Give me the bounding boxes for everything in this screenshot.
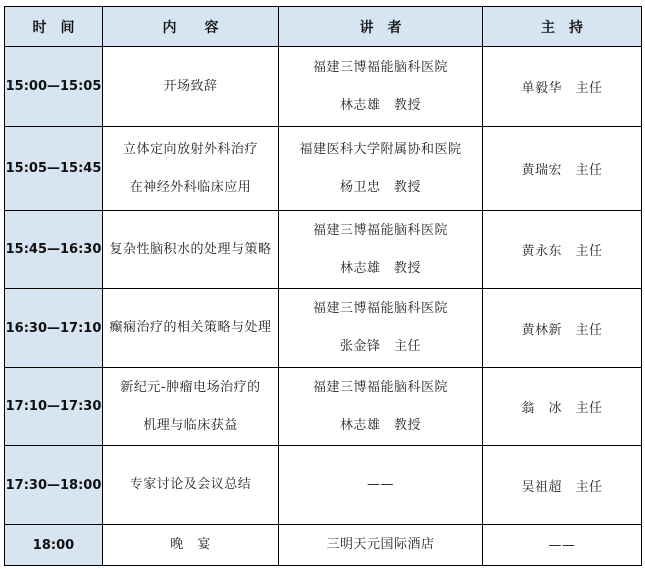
session-content: [103, 368, 279, 446]
table-row: [5, 289, 642, 368]
session-speaker: [279, 525, 483, 566]
speaker-placeholder: ——: [367, 477, 394, 492]
session-host: 黄瑞宏 主任: [483, 127, 642, 211]
session-content-line: 癫痫治疗的相关策略与处理: [109, 320, 272, 335]
table-row: [5, 211, 642, 289]
venue-name: 三明天元国际酒店: [326, 537, 435, 552]
session-content: [103, 446, 279, 525]
speaker-institution: 福建三博福能脑科医院: [312, 59, 448, 75]
session-time: 17:30—18:00: [5, 446, 103, 525]
header-time: 时 间: [5, 7, 103, 47]
speaker-name: 林志雄 教授: [339, 260, 421, 276]
session-content-line: 开场致辞: [163, 78, 218, 94]
session-host: 翁 冰 主任: [483, 368, 642, 446]
session-time: 17:10—17:30: [5, 368, 103, 446]
speaker-name: 杨卫忠 教授: [339, 179, 421, 195]
schedule-table: [4, 6, 642, 566]
speaker-institution: 福建三博福能脑科医院: [312, 379, 448, 395]
schedule-table-wrapper: [4, 6, 642, 566]
session-time: 15:45—16:30: [5, 211, 103, 289]
speaker-name: 林志雄 教授: [339, 97, 421, 113]
session-speaker: [279, 368, 483, 446]
session-content-line: 复杂性脑积水的处理与策略: [109, 241, 272, 257]
session-content-line: 机理与临床获益: [143, 417, 238, 433]
session-content-line: 晚 宴: [170, 537, 211, 552]
speaker-name: 张金锋 主任: [339, 339, 421, 354]
session-time: 16:30—17:10: [5, 289, 103, 368]
session-content: [103, 289, 279, 368]
session-content-line: 新纪元-肿瘤电场治疗的: [120, 379, 261, 395]
table-row: [5, 127, 642, 211]
session-content: [103, 211, 279, 289]
table-row: [5, 525, 642, 566]
speaker-institution: 福建医科大学附属协和医院: [299, 141, 462, 157]
session-speaker: [279, 446, 483, 525]
session-content-line: 在神经外科临床应用: [129, 179, 252, 195]
session-content-line: 专家讨论及会议总结: [129, 477, 252, 492]
session-host: 单毅华 主任: [483, 47, 642, 127]
table-row: [5, 446, 642, 525]
session-host: 黄永东 主任: [483, 211, 642, 289]
header-speaker: 讲 者: [279, 7, 483, 47]
table-row: [5, 47, 642, 127]
session-time: 18:00: [5, 525, 103, 566]
session-host: 黄林新 主任: [483, 289, 642, 368]
session-host: 吴祖超 主任: [483, 446, 642, 525]
header-content: 内 容: [103, 7, 279, 47]
session-speaker: [279, 211, 483, 289]
session-speaker: [279, 47, 483, 127]
session-content: [103, 525, 279, 566]
speaker-institution: 福建三博福能脑科医院: [312, 301, 448, 316]
session-content: [103, 47, 279, 127]
session-time: 15:00—15:05: [5, 47, 103, 127]
speaker-institution: 福建三博福能脑科医院: [312, 222, 448, 238]
header-host: 主 持: [483, 7, 642, 47]
table-row: [5, 368, 642, 446]
session-content: [103, 127, 279, 211]
session-time: 15:05—15:45: [5, 127, 103, 211]
session-content-line: 立体定向放射外科治疗: [122, 141, 258, 157]
session-host: ——: [483, 525, 642, 566]
speaker-name: 林志雄 教授: [339, 417, 421, 433]
session-speaker: [279, 127, 483, 211]
table-header-row: [5, 7, 642, 47]
session-speaker: [279, 289, 483, 368]
